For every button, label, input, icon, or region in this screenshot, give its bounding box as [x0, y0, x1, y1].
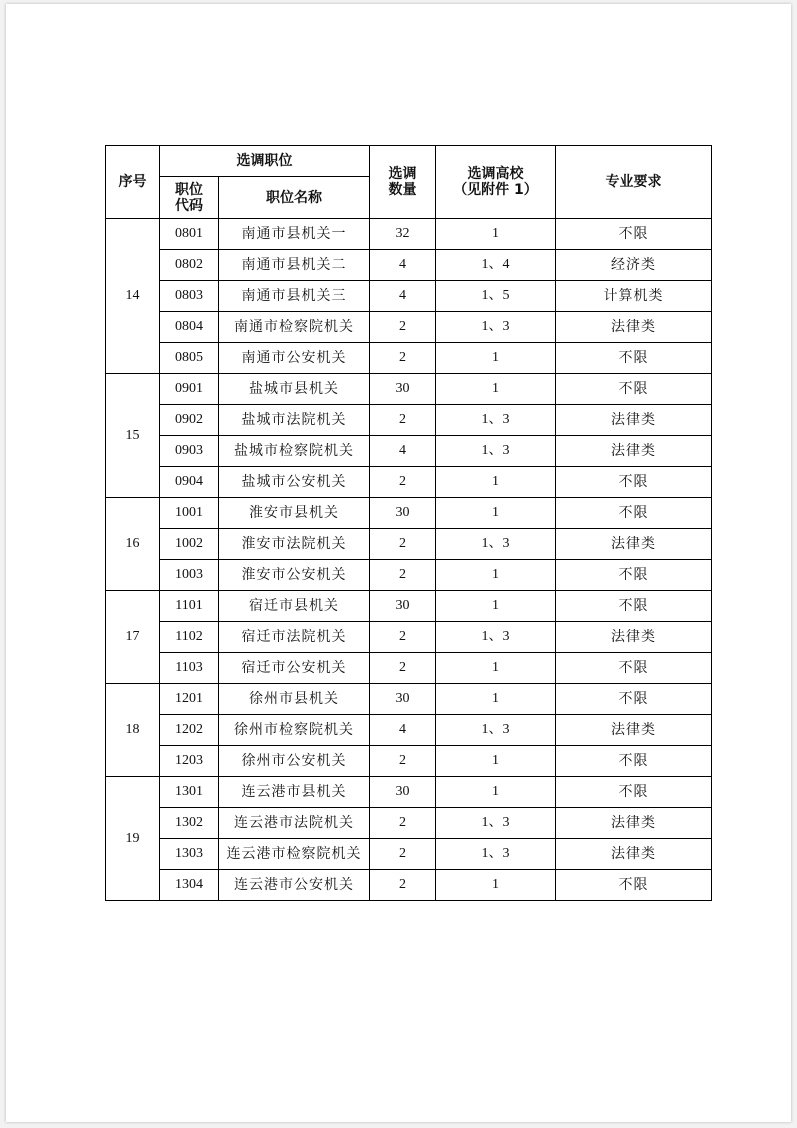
position-name-cell: 盐城市检察院机关 — [219, 436, 370, 467]
position-code-cell: 0804 — [160, 312, 219, 343]
universities-cell: 1 — [436, 777, 556, 808]
position-code-cell: 1302 — [160, 808, 219, 839]
major-cell: 不限 — [556, 374, 712, 405]
quantity-cell: 4 — [370, 250, 436, 281]
universities-cell: 1、3 — [436, 436, 556, 467]
table-row — [106, 529, 712, 560]
quantity-cell: 2 — [370, 467, 436, 498]
position-name-cell: 南通市检察院机关 — [219, 312, 370, 343]
major-cell: 法律类 — [556, 405, 712, 436]
quantity-cell: 4 — [370, 281, 436, 312]
position-name-cell: 南通市县机关二 — [219, 250, 370, 281]
position-name-cell: 连云港市检察院机关 — [219, 839, 370, 870]
quantity-cell: 2 — [370, 808, 436, 839]
major-cell: 不限 — [556, 870, 712, 901]
quantity-cell: 2 — [370, 746, 436, 777]
position-name-cell: 连云港市县机关 — [219, 777, 370, 808]
position-code-cell: 1001 — [160, 498, 219, 529]
position-code-cell: 1201 — [160, 684, 219, 715]
quantity-cell: 30 — [370, 591, 436, 622]
position-name-cell: 南通市县机关一 — [219, 219, 370, 250]
position-code-cell: 1301 — [160, 777, 219, 808]
header-position-name: 职位名称 — [219, 177, 370, 219]
table-row — [106, 746, 712, 777]
universities-cell: 1、3 — [436, 312, 556, 343]
major-cell: 不限 — [556, 746, 712, 777]
group-seq-cell: 17 — [106, 591, 160, 684]
universities-cell: 1 — [436, 684, 556, 715]
position-name-cell: 淮安市法院机关 — [219, 529, 370, 560]
table-row — [106, 219, 712, 250]
quantity-cell: 2 — [370, 343, 436, 374]
table-row — [106, 436, 712, 467]
quantity-cell: 32 — [370, 219, 436, 250]
position-name-cell: 徐州市公安机关 — [219, 746, 370, 777]
quantity-cell: 2 — [370, 870, 436, 901]
position-code-cell: 1202 — [160, 715, 219, 746]
quantity-cell: 2 — [370, 312, 436, 343]
universities-cell: 1 — [436, 467, 556, 498]
position-name-cell: 宿迁市公安机关 — [219, 653, 370, 684]
major-cell: 不限 — [556, 343, 712, 374]
table-row — [106, 343, 712, 374]
position-code-cell: 0902 — [160, 405, 219, 436]
position-name-cell: 盐城市公安机关 — [219, 467, 370, 498]
table-row — [106, 312, 712, 343]
major-cell: 不限 — [556, 653, 712, 684]
position-name-cell: 南通市公安机关 — [219, 343, 370, 374]
document-page — [6, 4, 791, 1122]
header-position-code: 职位 代码 — [160, 177, 219, 219]
universities-cell: 1、3 — [436, 405, 556, 436]
major-cell: 不限 — [556, 684, 712, 715]
quantity-cell: 2 — [370, 560, 436, 591]
universities-cell: 1、3 — [436, 808, 556, 839]
group-seq-cell: 18 — [106, 684, 160, 777]
header-universities: 选调高校 （见附件 1） — [436, 146, 556, 219]
position-name-cell: 南通市县机关三 — [219, 281, 370, 312]
major-cell: 不限 — [556, 591, 712, 622]
major-cell: 法律类 — [556, 312, 712, 343]
position-name-cell: 淮安市县机关 — [219, 498, 370, 529]
major-cell: 法律类 — [556, 622, 712, 653]
position-code-cell: 1102 — [160, 622, 219, 653]
table-row — [106, 715, 712, 746]
group-seq-cell: 16 — [106, 498, 160, 591]
major-cell: 不限 — [556, 498, 712, 529]
major-cell: 法律类 — [556, 839, 712, 870]
group-seq-cell: 14 — [106, 219, 160, 374]
major-cell: 经济类 — [556, 250, 712, 281]
table-row — [106, 777, 712, 808]
position-code-cell: 0903 — [160, 436, 219, 467]
position-code-cell: 0901 — [160, 374, 219, 405]
major-cell: 不限 — [556, 219, 712, 250]
universities-cell: 1 — [436, 498, 556, 529]
quantity-cell: 2 — [370, 622, 436, 653]
table-body — [106, 219, 712, 901]
major-cell: 法律类 — [556, 436, 712, 467]
universities-cell: 1 — [436, 374, 556, 405]
position-name-cell: 连云港市公安机关 — [219, 870, 370, 901]
table-row — [106, 405, 712, 436]
universities-cell: 1、5 — [436, 281, 556, 312]
table-row — [106, 808, 712, 839]
position-code-cell: 0805 — [160, 343, 219, 374]
table-row — [106, 250, 712, 281]
table-row — [106, 684, 712, 715]
major-cell: 不限 — [556, 560, 712, 591]
universities-cell: 1、3 — [436, 529, 556, 560]
major-cell: 不限 — [556, 467, 712, 498]
position-name-cell: 盐城市县机关 — [219, 374, 370, 405]
major-cell: 法律类 — [556, 808, 712, 839]
quantity-cell: 30 — [370, 777, 436, 808]
quantity-cell: 2 — [370, 839, 436, 870]
quantity-cell: 4 — [370, 715, 436, 746]
universities-cell: 1 — [436, 219, 556, 250]
position-name-cell: 连云港市法院机关 — [219, 808, 370, 839]
universities-cell: 1、4 — [436, 250, 556, 281]
table-row — [106, 281, 712, 312]
major-cell: 法律类 — [556, 715, 712, 746]
universities-cell: 1 — [436, 870, 556, 901]
table-row — [106, 467, 712, 498]
position-code-cell: 1101 — [160, 591, 219, 622]
table-row — [106, 839, 712, 870]
position-code-cell: 0802 — [160, 250, 219, 281]
position-name-cell: 盐城市法院机关 — [219, 405, 370, 436]
table-row — [106, 560, 712, 591]
universities-cell: 1 — [436, 560, 556, 591]
table-row — [106, 374, 712, 405]
major-cell: 计算机类 — [556, 281, 712, 312]
quantity-cell: 30 — [370, 374, 436, 405]
position-code-cell: 1203 — [160, 746, 219, 777]
universities-cell: 1、3 — [436, 839, 556, 870]
quantity-cell: 2 — [370, 405, 436, 436]
position-code-cell: 0803 — [160, 281, 219, 312]
recruitment-table — [105, 145, 712, 901]
position-name-cell: 淮安市公安机关 — [219, 560, 370, 591]
quantity-cell: 2 — [370, 529, 436, 560]
universities-cell: 1 — [436, 653, 556, 684]
universities-cell: 1、3 — [436, 715, 556, 746]
universities-cell: 1 — [436, 746, 556, 777]
table-row — [106, 591, 712, 622]
table-row — [106, 622, 712, 653]
header-quantity: 选调 数量 — [370, 146, 436, 219]
header-position-group: 选调职位 — [160, 146, 370, 177]
position-name-cell: 徐州市检察院机关 — [219, 715, 370, 746]
quantity-cell: 2 — [370, 653, 436, 684]
quantity-cell: 30 — [370, 498, 436, 529]
group-seq-cell: 19 — [106, 777, 160, 901]
universities-cell: 1 — [436, 343, 556, 374]
universities-cell: 1、3 — [436, 622, 556, 653]
major-cell: 不限 — [556, 777, 712, 808]
table-row — [106, 498, 712, 529]
position-code-cell: 1003 — [160, 560, 219, 591]
position-name-cell: 宿迁市法院机关 — [219, 622, 370, 653]
table-row — [106, 653, 712, 684]
position-code-cell: 1002 — [160, 529, 219, 560]
position-code-cell: 0801 — [160, 219, 219, 250]
group-seq-cell: 15 — [106, 374, 160, 498]
position-code-cell: 1103 — [160, 653, 219, 684]
quantity-cell: 4 — [370, 436, 436, 467]
header-major: 专业要求 — [556, 146, 712, 219]
position-name-cell: 徐州市县机关 — [219, 684, 370, 715]
position-name-cell: 宿迁市县机关 — [219, 591, 370, 622]
table-row — [106, 870, 712, 901]
header-seq: 序号 — [106, 146, 160, 219]
position-code-cell: 1303 — [160, 839, 219, 870]
major-cell: 法律类 — [556, 529, 712, 560]
quantity-cell: 30 — [370, 684, 436, 715]
universities-cell: 1 — [436, 591, 556, 622]
position-code-cell: 0904 — [160, 467, 219, 498]
position-code-cell: 1304 — [160, 870, 219, 901]
